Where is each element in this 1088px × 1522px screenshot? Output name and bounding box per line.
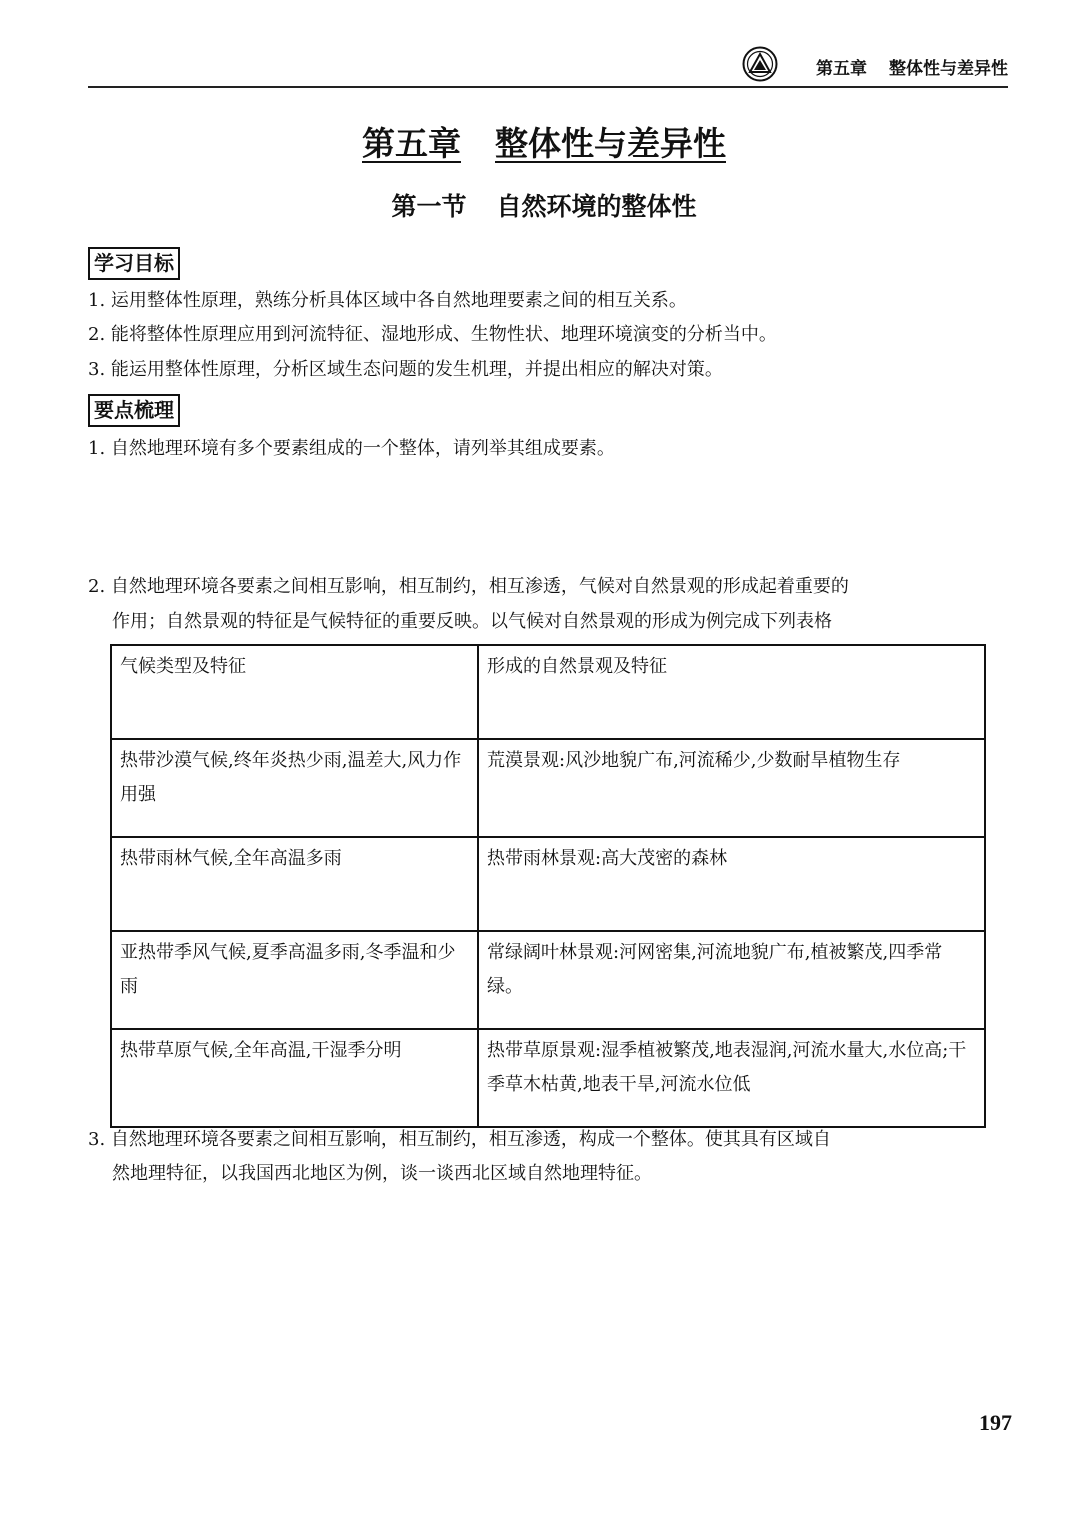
question-3-line-1: 3. 自然地理环境各要素之间相互影响，相互制约，相互渗透，构成一个整体。使其具有区域自 — [88, 1129, 831, 1150]
running-header — [88, 44, 1008, 88]
table-header-row — [111, 645, 985, 739]
section-name: 自然环境的整体性 — [496, 192, 697, 221]
objective-item-1: 1. 运用整体性原理，熟练分析具体区域中各自然地理要素之间的相互关系。 — [88, 290, 687, 311]
table-header-cell: 形成的自然景观及特征 — [478, 645, 985, 739]
question-2-line-1: 2. 自然地理环境各要素之间相互影响，相互制约，相互渗透，气候对自然景观的形成起着重要的 — [88, 576, 849, 597]
table-cell-landscape: 常绿阔叶林景观:河网密集,河流地貌广布,植被繁茂,四季常绿。 — [478, 931, 985, 1029]
question-3-line-2: 然地理特征，以我国西北地区为例，谈一谈西北区域自然地理特征。 — [112, 1163, 652, 1184]
table-cell-climate: 亚热带季风气候,夏季高温多雨,冬季温和少雨 — [111, 931, 478, 1029]
table-cell-climate: 热带雨林气候,全年高温多雨 — [111, 837, 478, 931]
question-2-line-2: 作用；自然景观的特征是气候特征的重要反映。以气候对自然景观的形成为例完成下列表格 — [112, 611, 832, 632]
objective-item-2: 2. 能将整体性原理应用到河流特征、湿地形成、生物性状、地理环境演变的分析当中。 — [88, 324, 777, 345]
header-chapter-name: 整体性与差异性 — [889, 59, 1008, 79]
table-cell-climate: 热带草原气候,全年高温,干湿季分明 — [111, 1029, 478, 1127]
objective-item-3: 3. 能运用整体性原理，分析区域生态问题的发生机理，并提出相应的解决对策。 — [88, 359, 723, 380]
keypoints-heading: 要点梳理 — [88, 394, 180, 427]
table-header-cell: 气候类型及特征 — [111, 645, 478, 739]
table-row — [111, 837, 985, 931]
page-number: 197 — [979, 1410, 1012, 1435]
table-row — [111, 739, 985, 837]
table-cell-climate: 热带沙漠气候,终年炎热少雨,温差大,风力作用强 — [111, 739, 478, 837]
chapter-title-name: 整体性与差异性 — [495, 124, 726, 163]
table-row — [111, 1029, 985, 1127]
header-chapter — [816, 54, 1008, 79]
table-cell-landscape: 荒漠景观:风沙地貌广布,河流稀少,少数耐旱植物生存 — [478, 739, 985, 837]
question-1: 1. 自然地理环境有多个要素组成的一个整体，请列举其组成要素。 — [88, 438, 615, 459]
table-row — [111, 931, 985, 1029]
chapter-title-label: 第五章 — [362, 124, 461, 163]
chapter-title — [0, 118, 1088, 165]
section-title — [0, 187, 1088, 223]
objectives-heading: 学习目标 — [88, 247, 180, 280]
table-cell-landscape: 热带草原景观:湿季植被繁茂,地表湿润,河流水量大,水位高;干季草木枯黄,地表干旱,河流水位低 — [478, 1029, 985, 1127]
climate-landscape-table — [110, 644, 986, 1128]
table-cell-landscape: 热带雨林景观:高大茂密的森林 — [478, 837, 985, 931]
publisher-logo-icon — [742, 46, 778, 82]
header-chapter-label: 第五章 — [816, 59, 867, 79]
section-label: 第一节 — [391, 192, 467, 221]
